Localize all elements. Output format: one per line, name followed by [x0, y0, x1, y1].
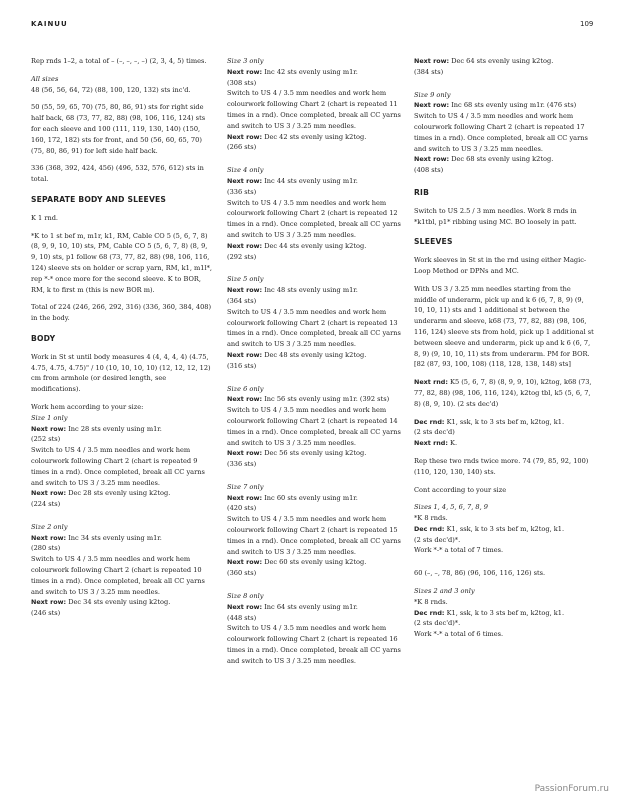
instruction-label: Next row: — [227, 602, 263, 611]
size-block — [414, 56, 594, 78]
instruction-text: Inc 44 sts evenly using m1r. — [262, 176, 358, 185]
instruction-line — [227, 350, 402, 361]
size-block — [227, 274, 402, 371]
instruction-line — [227, 557, 402, 568]
stitch-count: (252 sts) — [31, 435, 61, 444]
stitch-count: (336 sts) — [227, 460, 257, 469]
stitch-count: (336 sts) — [227, 187, 257, 196]
instruction-line — [227, 132, 402, 143]
paragraph: 50 (55, 59, 65, 70) (75, 80, 86, 91) sts for right side half back, 68 (73, 77, 82, 88) (98, 106, 116, 124) sts for each sleeve and 100 (111, 119, 130, 140) (150, 160, 172, 182) sts for front, and 50 (56, 60, 65, 70) (75, 80, 86, 91) for left side half back. — [31, 103, 206, 155]
page-number: 109 — [580, 20, 594, 28]
size-block — [414, 586, 594, 640]
instruction-text: Switch to US 4 / 3.5 mm needles and work hem colourwork following Chart 2 (chart is repeated 10 times in a rnd). Once completed, break all CC yarns and switch to US 3 / 3.25 mm needles. — [31, 555, 205, 596]
size-label: Sizes 1, 4, 5, 6, 7, 8, 9 — [414, 503, 488, 512]
paragraph: Cont according to your size — [414, 485, 507, 494]
stitch-count: (224 sts) — [31, 500, 61, 509]
size-label: Size 8 only — [227, 592, 264, 601]
size-label: Size 2 only — [31, 522, 68, 531]
stitch-count: (280 sts) — [31, 544, 61, 553]
stitch-count: (384 sts) — [414, 67, 444, 76]
column-1 — [31, 56, 215, 631]
stitch-count: (2 sts dec'd)*. — [414, 619, 461, 628]
instruction-label: Next row: — [227, 558, 263, 567]
instruction-label: Next row: — [227, 350, 263, 359]
instruction-line — [414, 417, 594, 428]
paragraph: Rep these two rnds twice more. 74 (79, 85, 92, 100) (110, 120, 130, 140) sts. — [414, 456, 589, 476]
instruction-text: Dec 60 sts evenly using k2tog. — [262, 558, 367, 567]
instruction-text: Dec 42 sts evenly using k2tog. — [262, 132, 367, 141]
size-label: Size 9 only — [414, 90, 451, 99]
instruction-line — [227, 241, 402, 252]
instruction-label: Next row: — [227, 176, 263, 185]
stitch-count: (2 sts dec'd) — [414, 428, 455, 437]
instruction-label: Next row: — [227, 67, 263, 76]
instruction-line — [227, 394, 402, 405]
size-block — [227, 384, 402, 470]
size-block — [227, 591, 402, 667]
instruction-text: Dec 68 sts evenly using k2tog. — [449, 155, 554, 164]
instruction-text: *K 8 rnds. — [414, 597, 448, 606]
stitch-count: (2 sts dec'd)*. — [414, 535, 461, 544]
instruction-label: Dec rnd: — [414, 608, 445, 617]
instruction-text: K1, ssk, k to 3 sts bef m, k2tog, k1. — [444, 608, 565, 617]
instruction-text: Switch to US 4 / 3.5 mm needles and work hem colourwork following Chart 2 (chart is repeated 13 times in a rnd). Once completed, break all CC yarns and switch to US 3 / 3.25 mm needles. — [227, 307, 401, 349]
section-title: KAINUU — [31, 20, 68, 28]
instruction-label: Next row: — [414, 101, 450, 110]
instruction-label: Next row: — [414, 57, 450, 65]
instruction-label: Next row: — [227, 241, 263, 250]
instruction-line — [414, 438, 594, 449]
instruction-label: Next rnd: — [414, 439, 448, 448]
paragraph: 60 (–, –, 78, 86) (96, 106, 116, 126) sts. — [414, 569, 546, 578]
size-label: Sizes 2 and 3 only — [414, 587, 475, 596]
instruction-text: K1, ssk, k to 3 sts bef m, k2tog, k1. — [444, 524, 565, 533]
paragraph: K 1 rnd. — [31, 213, 59, 222]
instruction-line — [414, 608, 594, 619]
instruction-text: Switch to US 4 / 3.5 mm needles and work hem colourwork following Chart 2 (chart is repeated 14 times in a rnd). Once completed, break all CC yarns and switch to US 3 / 3.25 mm needles. — [227, 406, 401, 447]
instruction-text: Inc 56 sts evenly using m1r. (392 sts) — [262, 395, 390, 404]
instruction-text: Inc 60 sts evenly using m1r. — [262, 493, 358, 502]
size-label: All sizes — [31, 74, 59, 83]
instruction-text: Dec 56 sts evenly using k2tog. — [262, 449, 367, 458]
paragraph: 48 (56, 56, 64, 72) (88, 100, 120, 132) sts inc'd. — [31, 85, 191, 94]
instruction-label: Next row: — [31, 598, 67, 607]
instruction-text: Work *-* a total of 7 times. — [414, 546, 504, 555]
stitch-count: (316 sts) — [227, 361, 257, 370]
stitch-count: (308 sts) — [227, 78, 257, 87]
paragraph: Work sleeves in St st in the rnd using either Magic-Loop Method or DPNs and MC. — [414, 256, 587, 275]
instruction-text: K. — [447, 439, 458, 448]
size-label: Size 5 only — [227, 275, 264, 284]
paragraph: Total of 224 (246, 266, 292, 316) (336, 360, 384, 408) in the body. — [31, 303, 212, 323]
instruction-text: Switch to US 4 / 3.5 mm needles and work hem colourwork following Chart 2 (chart is repeated 11 times in a rnd). Once completed, break all CC yarns and switch to US 3 / 3.25 mm needles. — [227, 89, 401, 130]
instruction-line — [31, 488, 215, 499]
instruction-text: Switch to US 4 / 3.5 mm needles and work hem colourwork following Chart 2 (chart is repeated 9 times in a rnd). Once completed, break all CC yarns and switch to US 3 / 3.25 mm needles. — [31, 446, 205, 487]
size-label: Size 6 only — [227, 384, 264, 393]
size-block — [227, 482, 402, 579]
section-heading: BODY — [31, 333, 56, 343]
instruction-text: Switch to US 4 / 3.5 mm needles and work hem colourwork following Chart 2 (chart is repeated 17 times in a rnd). Once completed, break all CC yarns and switch to US 3 / 3.25 mm needles. — [414, 112, 588, 153]
instruction-text: Inc 28 sts evenly using m1r. — [66, 424, 162, 433]
instruction-text: Dec 28 sts evenly using k2tog. — [66, 489, 171, 498]
instruction-label: Next rnd: — [414, 378, 448, 387]
instruction-text: *K 8 rnds. — [414, 514, 448, 523]
instruction-label: Next row: — [227, 286, 263, 295]
instruction-line — [227, 448, 402, 459]
stitch-count: (364 sts) — [227, 296, 257, 305]
instruction-text: Inc 42 sts evenly using m1r. — [262, 67, 358, 76]
size-label: Size 1 only — [31, 413, 68, 422]
instruction-text: Switch to US 4 / 3.5 mm needles and work hem colourwork following Chart 2 (chart is repeated 12 times in a rnd). Once completed, break all CC yarns and switch to US 3 / 3.25 mm needles. — [227, 198, 401, 239]
instruction-line — [414, 56, 594, 67]
instruction-line — [227, 67, 402, 78]
instruction-text: Inc 48 sts evenly using m1r. — [262, 286, 358, 295]
stitch-count: (448 sts) — [227, 613, 257, 622]
instruction-line — [31, 424, 215, 435]
size-block — [31, 413, 215, 510]
instruction-text: Dec 44 sts evenly using k2tog. — [262, 241, 367, 250]
instruction-line — [227, 285, 402, 296]
size-block — [414, 90, 594, 176]
stitch-count: (246 sts) — [31, 609, 61, 618]
instruction-label: Dec rnd: — [414, 417, 445, 426]
instruction-line — [414, 154, 594, 165]
paragraph: Work hem according to your size: — [31, 402, 144, 411]
size-block — [227, 56, 402, 153]
size-label: Size 7 only — [227, 482, 264, 491]
size-block — [31, 522, 215, 619]
instruction-label: Dec rnd: — [414, 524, 445, 533]
instruction-label: Next row: — [227, 132, 263, 141]
stitch-count: (360 sts) — [227, 569, 257, 578]
instruction-line — [414, 524, 594, 535]
size-block — [227, 165, 402, 262]
instruction-text: Inc 34 sts evenly using m1r. — [66, 533, 162, 542]
section-heading: SLEEVES — [414, 237, 453, 247]
instruction-text: Dec 64 sts evenly using k2tog. — [449, 57, 554, 65]
size-block — [414, 502, 594, 556]
stitch-count: (266 sts) — [227, 143, 257, 152]
instruction-line — [414, 377, 594, 409]
paragraph: *K to 1 st bef m, m1r, k1, RM, Cable CO 5 (5, 6, 7, 8) (8, 9, 9, 10, 10) sts, PM, Cable CO 5 (5, 6, 7, 8) (8, 9, 9, 10) sts, p1 follow 68 (73, 77, 82, 88) (98, 106, 116, 124) sleeve sts on holder or scrap yarn, RM, k1, m1l*, rep *-* once more for the second sleeve. K to BOR, RM, k to first m (this is new BOR m). — [31, 231, 212, 294]
instruction-text: Work *-* a total of 6 times. — [414, 630, 504, 639]
instruction-line — [227, 493, 402, 504]
instruction-text: Switch to US 4 / 3.5 mm needles and work hem colourwork following Chart 2 (chart is repeated 16 times in a rnd). Once completed, break all CC yarns and switch to US 3 / 3.25 mm needles. — [227, 624, 401, 665]
size-label: Size 3 only — [227, 57, 264, 65]
instruction-label: Next row: — [31, 489, 67, 498]
instruction-label: Next row: — [227, 449, 263, 458]
section-heading: RIB — [414, 187, 430, 197]
instruction-text: Inc 68 sts evenly using m1r. (476 sts) — [449, 101, 577, 110]
instruction-line — [227, 176, 402, 187]
stitch-count: (420 sts) — [227, 504, 257, 513]
instruction-line — [414, 100, 594, 111]
size-label: Size 4 only — [227, 166, 264, 175]
column-3 — [414, 56, 594, 652]
instruction-text: K5 (5, 6, 7, 8) (8, 9, 9, 10), k2tog, k68 (73, 77, 82, 88) (98, 106, 116, 124), k2tog tbl, k5 (5, 6, 7, 8) (8, 9, 10). (2 sts dec'd) — [414, 378, 592, 408]
instruction-label: Next row: — [414, 155, 450, 164]
stitch-count: (408 sts) — [414, 166, 444, 175]
instruction-label: Next row: — [227, 395, 263, 404]
section-heading: SEPARATE BODY AND SLEEVES — [31, 194, 167, 204]
instruction-text: Switch to US 4 / 3.5 mm needles and work hem colourwork following Chart 2 (chart is repeated 15 times in a rnd). Once completed, break all CC yarns and switch to US 3 / 3.25 mm needles. — [227, 515, 401, 556]
instruction-text: Dec 48 sts evenly using k2tog. — [262, 350, 367, 359]
instruction-line — [227, 602, 402, 613]
stitch-count: (292 sts) — [227, 252, 257, 261]
instruction-line — [31, 597, 215, 608]
paragraph: 336 (368, 392, 424, 456) (496, 532, 576, 612) sts in total. — [31, 164, 204, 184]
instruction-label: Next row: — [31, 424, 67, 433]
paragraph: Switch to US 2.5 / 3 mm needles. Work 8 rnds in *k1tbl, p1* ribbing using MC. BO loosely in patt. — [414, 206, 577, 226]
instruction-text: K1, ssk, k to 3 sts bef m, k2tog, k1. — [444, 417, 565, 426]
instruction-text: Dec 34 sts evenly using k2tog. — [66, 598, 171, 607]
instruction-label: Next row: — [227, 493, 263, 502]
instruction-label: Next row: — [31, 533, 67, 542]
paragraph: Work in St st until body measures 4 (4, 4, 4, 4) (4.75, 4.75, 4.75, 4.75)" / 10 (10, 10, 10, 10) (12, 12, 12, 12) cm from armhole (or desired length, see modifications). — [31, 352, 211, 394]
instruction-line — [31, 533, 215, 544]
instruction-text: Inc 64 sts evenly using m1r. — [262, 602, 358, 611]
paragraph: Rep rnds 1–2, a total of – (–, –, –, –) (2, 3, 4, 5) times. — [31, 57, 207, 65]
watermark: PassionForum.ru — [534, 784, 609, 794]
paragraph: With US 3 / 3.25 mm needles starting from the middle of underarm, pick up and k 6 (6, 7, 8, 9) (9, 10, 10, 11) sts and 1 additional st between the underarm and sleeve, k68 (73, 77, 82, 88) (98, 106, 116, 124) sleeve sts from hold, pick up 1 additional st between sleeve and underarm, pick up and k 6 (6, 7, 8, 9) (9, 10, 10, 11) sts from underarm. PM for BOR. [82 (87, 93, 100, 108) (118, 128, 138, 148) sts] — [414, 284, 594, 369]
column-2 — [227, 56, 402, 679]
